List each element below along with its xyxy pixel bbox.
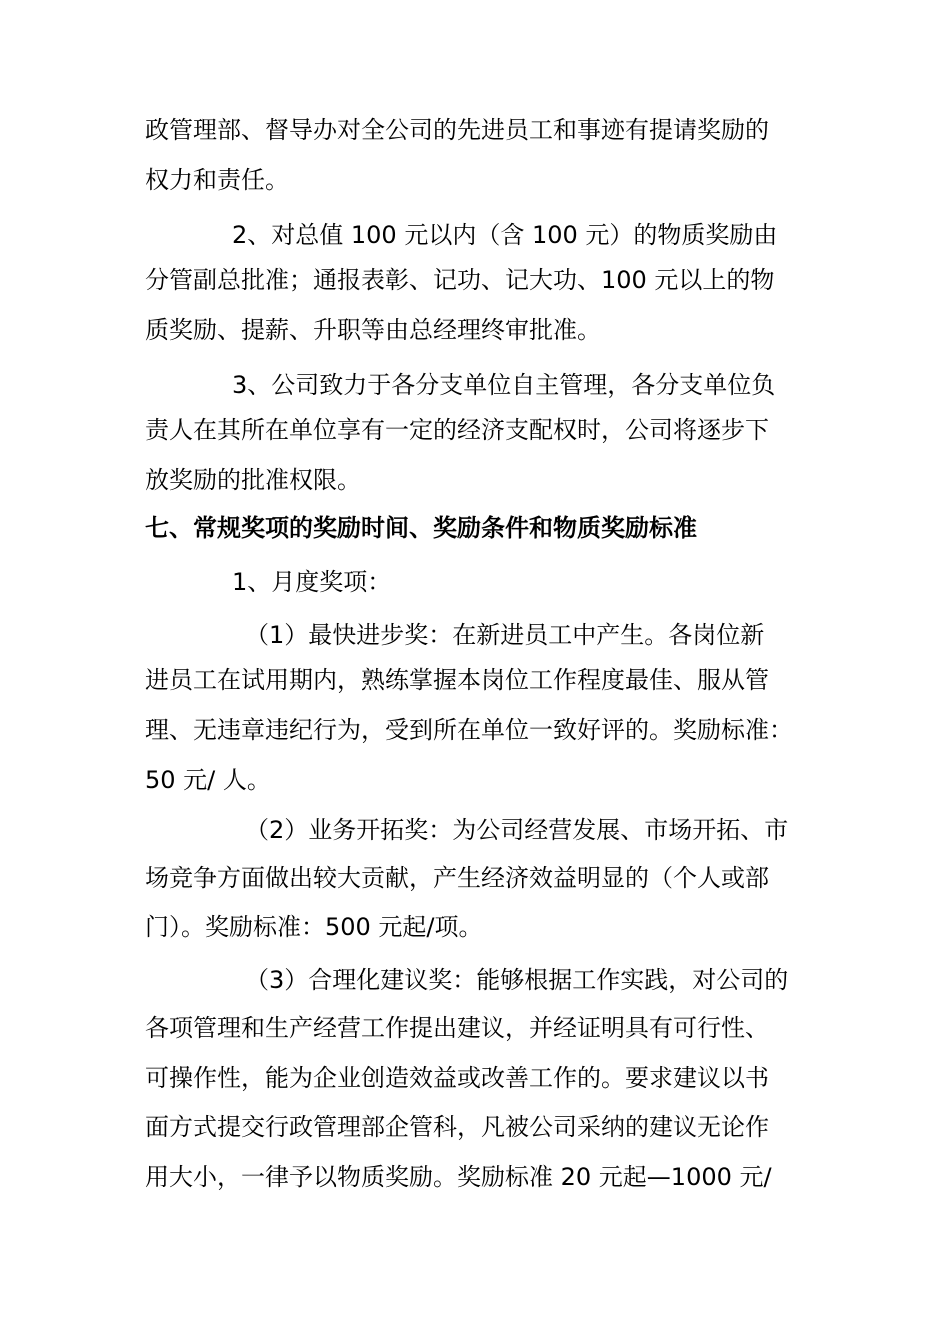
paragraph-line: （2）业务开拓奖：为公司经营发展、市场开拓、市 (245, 816, 789, 844)
paragraph-line: 权力和责任。 (145, 166, 289, 194)
paragraph-line: 各项管理和生产经营工作提出建议，并经证明具有可行性、 (145, 1014, 769, 1042)
paragraph-line: 质奖励、提薪、升职等由总经理终审批准。 (145, 316, 601, 344)
paragraph-line: 50 元/ 人。 (145, 766, 271, 794)
paragraph-line: 2、对总值 100 元以内（含 100 元）的物质奖励由 (232, 221, 778, 249)
subsection-heading: 1、月度奖项： (232, 568, 392, 596)
paragraph-line: 分管副总批准；通报表彰、记功、记大功、100 元以上的物 (145, 266, 775, 294)
paragraph-line: 放奖励的批准权限。 (145, 466, 361, 494)
paragraph-line: 政管理部、督导办对全公司的先进员工和事迹有提请奖励的 (145, 116, 769, 144)
paragraph-line: （1）最快进步奖：在新进员工中产生。各岗位新 (245, 621, 765, 649)
paragraph-line: （3）合理化建议奖：能够根据工作实践，对公司的 (245, 966, 789, 994)
paragraph-line: 面方式提交行政管理部企管科，凡被公司采纳的建议无论作 (145, 1113, 769, 1141)
paragraph-line: 进员工在试用期内，熟练掌握本岗位工作程度最佳、服从管 (145, 666, 769, 694)
paragraph-line: 场竞争方面做出较大贡献，产生经济效益明显的（个人或部 (145, 864, 769, 892)
paragraph-line: 可操作性，能为企业创造效益或改善工作的。要求建议以书 (145, 1064, 769, 1092)
paragraph-line: 门）。奖励标准：500 元起/项。 (145, 913, 483, 941)
paragraph-line: 理、无违章违纪行为，受到所在单位一致好评的。奖励标准： (145, 716, 793, 744)
paragraph-line: 用大小，一律予以物质奖励。奖励标准 20 元起—1000 元/ (145, 1163, 772, 1191)
paragraph-line: 3、公司致力于各分支单位自主管理，各分支单位负 (232, 371, 776, 399)
paragraph-line: 责人在其所在单位享有一定的经济支配权时，公司将逐步下 (145, 416, 769, 444)
section-heading: 七、常规奖项的奖励时间、奖励条件和物质奖励标准 (145, 514, 697, 542)
